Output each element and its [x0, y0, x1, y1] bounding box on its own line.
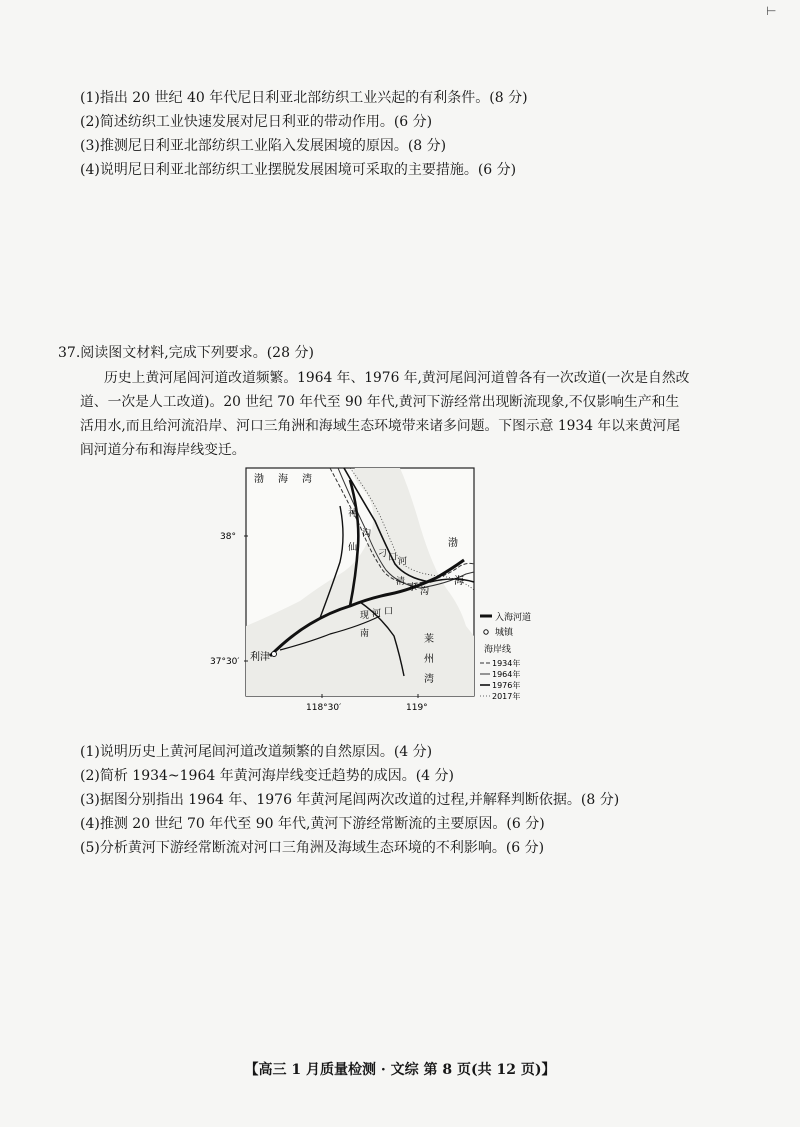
- sea-label-4: 渤: [448, 538, 458, 549]
- q37-part-3: (3)据图分别指出 1964 年、1976 年黄河尾闾两次改道的过程,并解释判断依据。(8 分): [80, 792, 620, 808]
- map-label-1: 现: [360, 611, 370, 621]
- river-label-2: 仙: [348, 543, 358, 553]
- q37-part-4: (4)推测 20 世纪 70 年代至 90 年代,黄河下游经常断流的主要原因。(6 分): [80, 816, 545, 832]
- map-label-2: 河: [372, 609, 382, 619]
- q36-part-4: (4)说明尼日利亚北部纺织工业摆脱发展困境可采取的主要措施。(6 分): [80, 162, 517, 178]
- legend-1976-label: 1976年: [492, 681, 521, 690]
- map-svg: [210, 466, 540, 726]
- river-label-3: 沟: [362, 529, 372, 539]
- lat-label-38: 38°: [220, 532, 236, 542]
- q36-part-2: (2)简述纺织工业快速发展对尼日利亚的带动作用。(6 分): [80, 114, 433, 130]
- q37-part-1: (1)说明历史上黄河尾闾河道改道频繁的自然原因。(4 分): [80, 744, 433, 760]
- material-line-1: 历史上黄河尾闾河道改道频繁。1964 年、1976 年,黄河尾闾河道曾各有一次改道(一次是自然改: [104, 370, 690, 386]
- city-label-lijin: 利津: [250, 652, 270, 663]
- sea-label-1: 渤: [254, 474, 264, 485]
- town-lijin-marker: [272, 652, 277, 657]
- map-label-4: 南: [360, 629, 370, 639]
- page-footer: 【高三 1 月质量检测 · 文综 第 8 页(共 12 页)】: [244, 1062, 556, 1078]
- river-label-1: 神: [348, 509, 358, 519]
- sea-label-7: 州: [424, 654, 434, 665]
- river-label-8: 口: [388, 553, 398, 563]
- river-label-4: 清: [396, 577, 406, 587]
- legend-river-label: 入海河道: [495, 613, 532, 623]
- legend-2017-label: 2017年: [492, 692, 521, 701]
- corner-mark: ⊢: [766, 4, 777, 18]
- legend-town-label: 城镇: [495, 628, 514, 638]
- q37-heading: 37.阅读图文材料,完成下列要求。(28 分): [58, 345, 314, 361]
- lon-label-119: 119°: [406, 703, 428, 713]
- legend-1964-label: 1964年: [492, 670, 521, 679]
- q36-part-3: (3)推测尼日利亚北部纺织工业陷入发展困境的原因。(8 分): [80, 138, 447, 154]
- material-line-2: 道、一次是人工改道)。20 世纪 70 年代至 90 年代,黄河下游经常出现断流现象,不仅影响生产和生: [80, 394, 680, 410]
- q37-part-5: (5)分析黄河下游经常断流对河口三角洲及海域生态环境的不利影响。(6 分): [80, 840, 545, 856]
- sea-label-6: 莱: [424, 634, 434, 645]
- q37-part-2: (2)简析 1934~1964 年黄河海岸线变迁趋势的成因。(4 分): [80, 768, 454, 784]
- river-label-7: 刁: [378, 549, 388, 559]
- river-label-5: 水: [408, 583, 418, 593]
- river-label-9: 河: [398, 557, 408, 567]
- map-label-3: 口: [384, 607, 394, 617]
- legend-coast-title: 海岸线: [484, 645, 512, 655]
- sea-label-2: 海: [278, 474, 288, 485]
- q36-part-1: (1)指出 20 世纪 40 年代尼日利亚北部纺织工业兴起的有利条件。(8 分): [80, 90, 528, 106]
- legend-1934-label: 1934年: [492, 659, 521, 668]
- lat-label-37-30: 37°30′: [210, 657, 240, 667]
- sea-label-8: 湾: [424, 674, 434, 685]
- legend-town-swatch: [484, 630, 488, 634]
- yellow-river-map: [210, 466, 540, 726]
- material-line-3: 活用水,而且给河流沿岸、河口三角洲和海域生态环境带来诸多问题。下图示意 1934 年以来黄河尾: [80, 418, 681, 434]
- sea-label-5: 海: [454, 576, 464, 587]
- river-label-6: 沟: [420, 587, 430, 597]
- lon-label-118-30: 118°30′: [306, 703, 342, 713]
- material-line-4: 闾河道分布和海岸线变迁。: [80, 442, 246, 458]
- sea-label-3: 湾: [302, 474, 312, 485]
